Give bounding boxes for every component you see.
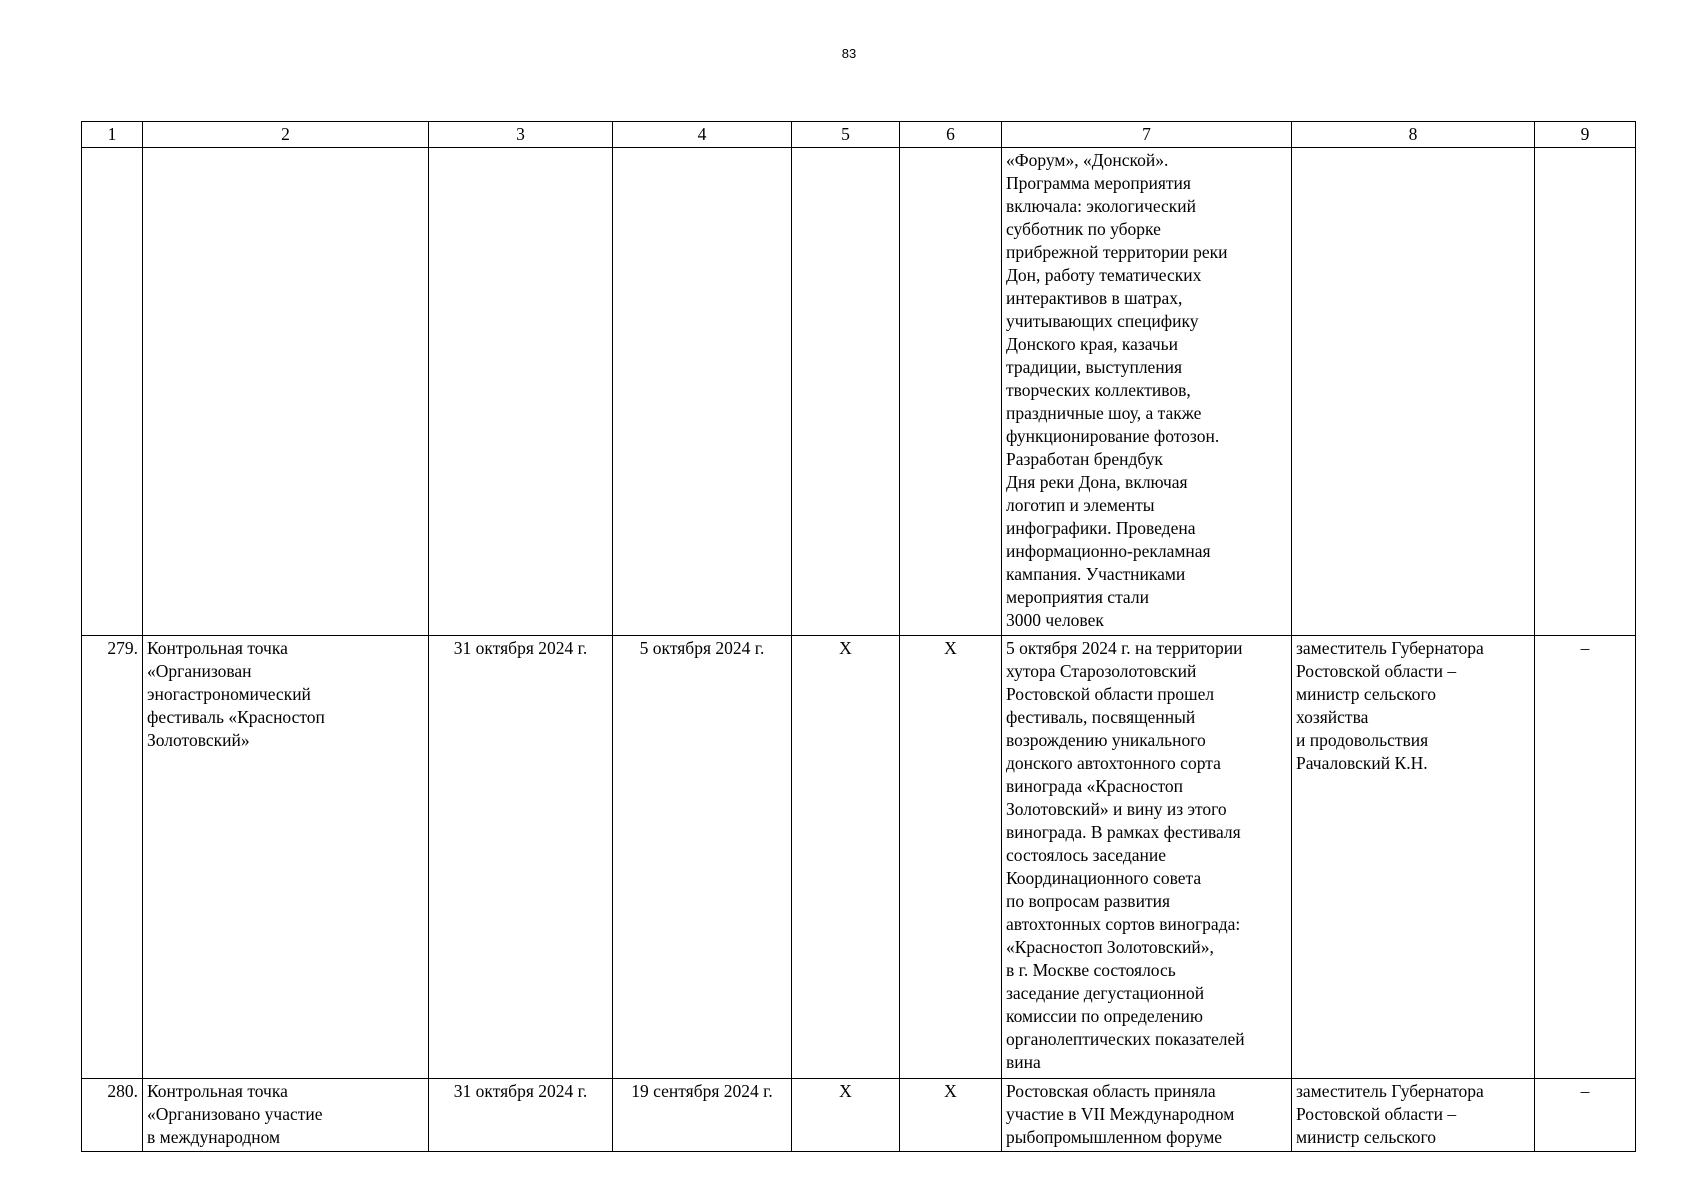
plan-date-cell: [429, 148, 613, 636]
column-6-cell: X: [900, 636, 1002, 1079]
event-name-cell: Контрольная точка «Организован эногастрономический фестиваль «Красностоп Золотовский»: [143, 636, 429, 1079]
column-6-cell: [900, 148, 1002, 636]
event-name-cell: [143, 148, 429, 636]
responsible-cell: заместитель Губернатора Ростовской области – министр сельского хозяйства и продовольствия Рачаловский К.Н.: [1292, 636, 1535, 1079]
fact-date-cell: [613, 148, 792, 636]
description-cell: Ростовская область приняла участие в VII Международном рыбопромышленном форуме: [1002, 1079, 1292, 1152]
column-5-cell: [792, 148, 900, 636]
column-5-cell: X: [792, 636, 900, 1079]
column-header: 5: [792, 122, 900, 148]
column-header: 1: [82, 122, 143, 148]
table-header-row: [82, 122, 1636, 148]
column-5-cell: X: [792, 1079, 900, 1152]
column-header: 9: [1535, 122, 1636, 148]
plan-date-cell: 31 октября 2024 г.: [429, 636, 613, 1079]
event-name-cell: Контрольная точка «Организовано участие в международном: [143, 1079, 429, 1152]
fact-date-cell: 19 сентября 2024 г.: [613, 1079, 792, 1152]
description-cell: «Форум», «Донской». Программа мероприятия включала: экологический субботник по уборке прибрежной территории реки Дон, работу тематических интерактивов в шатрах, учитывающих специфику Донского края, казачьи традиции, выступления творческих коллективов, праздничные шоу, а также функционирование фотозон. Разработан брендбук Дня реки Дона, включая логотип и элементы инфографики. Проведена информационно-рекламная кампания. Участниками мероприятия стали 3000 человек: [1002, 148, 1292, 636]
description-cell: 5 октября 2024 г. на территории хутора Старозолотовский Ростовской области прошел фестиваль, посвященный возрождению уникального донского автохтонного сорта винограда «Красностоп Золотовский» и вину из этого винограда. В рамках фестиваля состоялось заседание Координационного совета по вопросам развития автохтонных сортов винограда: «Красностоп Золотовский», в г. Москве состоялось заседание дегустационной комиссии по определению органолептических показателей вина: [1002, 636, 1292, 1079]
table-row: [82, 148, 1636, 636]
column-header: 4: [613, 122, 792, 148]
column-header: 2: [143, 122, 429, 148]
row-number-cell: [82, 148, 143, 636]
column-header: 6: [900, 122, 1002, 148]
column-header: 3: [429, 122, 613, 148]
table-row: [82, 636, 1636, 1079]
column-9-cell: [1535, 148, 1636, 636]
table-row: [82, 1079, 1636, 1152]
responsible-cell: [1292, 148, 1535, 636]
column-6-cell: X: [900, 1079, 1002, 1152]
column-9-cell: –: [1535, 1079, 1636, 1152]
responsible-cell: заместитель Губернатора Ростовской области – министр сельского: [1292, 1079, 1535, 1152]
fact-date-cell: 5 октября 2024 г.: [613, 636, 792, 1079]
page-number: 83: [841, 46, 857, 61]
column-header: 8: [1292, 122, 1535, 148]
row-number-cell: 280.: [82, 1079, 143, 1152]
plan-date-cell: 31 октября 2024 г.: [429, 1079, 613, 1152]
column-header: 7: [1002, 122, 1292, 148]
report-table: [81, 121, 1636, 1152]
row-number-cell: 279.: [82, 636, 143, 1079]
column-9-cell: –: [1535, 636, 1636, 1079]
